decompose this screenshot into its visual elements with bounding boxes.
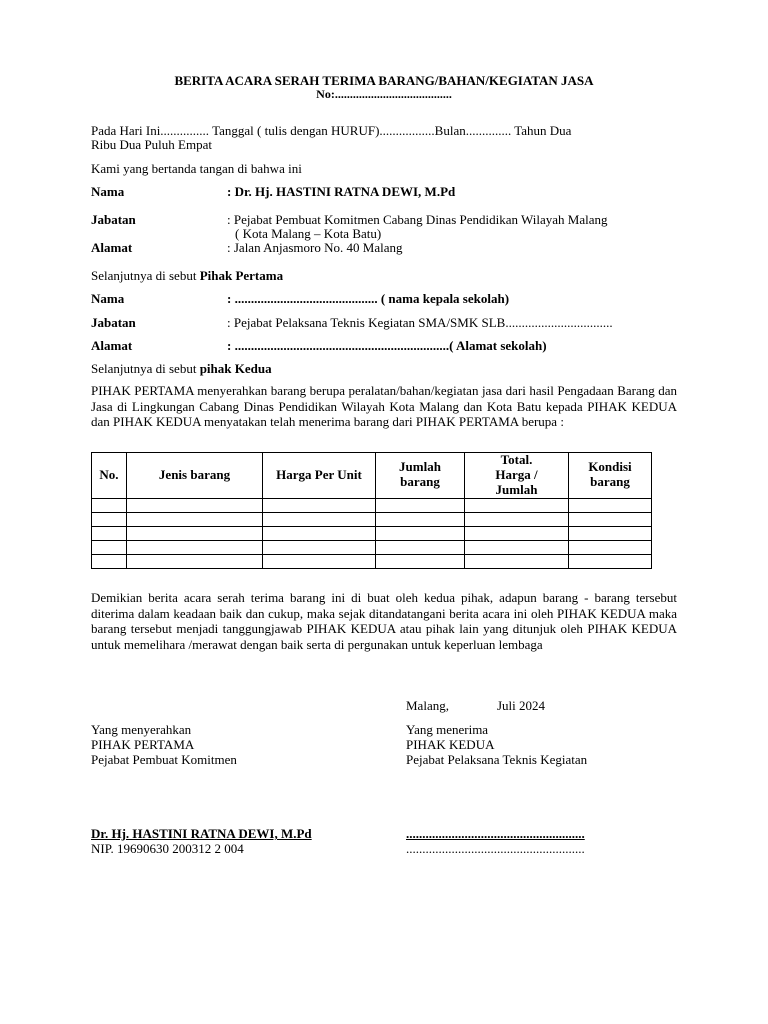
table-row xyxy=(92,512,652,526)
designation-prefix: Selanjutnya di sebut xyxy=(91,361,200,376)
table-row xyxy=(92,554,652,568)
intro-line-2: Ribu Dua Puluh Empat xyxy=(91,137,212,152)
designation-name: pihak Kedua xyxy=(199,361,272,376)
col-unit-price: Harga Per Unit xyxy=(263,453,376,499)
left-signatory-nip: NIP. 19690630 200312 2 004 xyxy=(91,841,244,856)
first-party-address-label: Alamat xyxy=(91,240,133,255)
col-item: Jenis barang xyxy=(127,453,263,499)
second-party-position-label: Jabatan xyxy=(91,315,136,330)
right-sign-line-1: Yang menerima xyxy=(406,722,489,737)
right-signatory-nip: ....................................................... xyxy=(406,841,585,856)
col-condition: Kondisi barang xyxy=(569,453,652,499)
second-party-position-value: : Pejabat Pelaksana Teknis Kegiatan SMA/SMK SLB................................. xyxy=(227,315,613,330)
first-party-position-value: : Pejabat Pembuat Komitmen Cabang Dinas Pendidikan Wilayah Malang xyxy=(227,212,608,227)
items-table xyxy=(91,452,652,569)
first-party-address-value: : Jalan Anjasmoro No. 40 Malang xyxy=(227,240,403,255)
second-party-address-value: : ..................................................................( Alamat sekolah) xyxy=(227,338,547,353)
left-sign-line-3: Pejabat Pembuat Komitmen xyxy=(91,752,237,767)
closing-paragraph: Demikian berita acara serah terima barang ini di buat oleh kedua pihak, adapun barang - barang tersebut diterima dalam keadaan baik dan cukup, maka sejak ditandatangani berita acara ini oleh PIHAK KEDUA maka barang tersebut menjadi tanggungjawab PIHAK KEDUA atau pihak lain yang ditunjuk oleh PIHAK KEDUA untuk memelihara /merawat dengan baik serta di pergunakan untuk keperluan lembaga xyxy=(91,590,677,652)
second-party-address-label: Alamat xyxy=(91,338,133,353)
handover-paragraph: PIHAK PERTAMA menyerahkan barang berupa peralatan/bahan/kegiatan jasa dari hasil Pengadaan Barang dan Jasa di Lingkungan Cabang Dinas Pendidikan Wilayah Kota Malang dan Kota Batu kepada PIHAK KEDUA dan PIHAK KEDUA menyatakan telah menerima barang dari PIHAK PERTAMA berupa : xyxy=(91,383,677,430)
document-title: BERITA ACARA SERAH TERIMA BARANG/BAHAN/KEGIATAN JASA xyxy=(174,73,594,88)
undersigned-text: Kami yang bertanda tangan di bahwa ini xyxy=(91,161,302,176)
intro-line-1: Pada Hari Ini............... Tanggal ( tulis dengan HURUF).................Bulan.............. Tahun Dua xyxy=(91,123,572,138)
designation-name: Pihak Pertama xyxy=(199,268,284,283)
col-no: No. xyxy=(92,453,127,499)
table-row xyxy=(92,540,652,554)
left-sign-line-1: Yang menyerahkan xyxy=(91,722,192,737)
table-header-row xyxy=(92,453,652,499)
right-signatory-name: ....................................................... xyxy=(406,826,585,841)
col-quantity: Jumlah barang xyxy=(376,453,465,499)
second-party-designation xyxy=(91,361,272,377)
table-row xyxy=(92,526,652,540)
left-sign-line-2: PIHAK PERTAMA xyxy=(91,737,195,752)
designation-prefix: Selanjutnya di sebut xyxy=(91,268,200,283)
right-sign-line-2: PIHAK KEDUA xyxy=(406,737,495,752)
first-party-name-label: Nama xyxy=(91,184,125,199)
first-party-name-value: : Dr. Hj. HASTINI RATNA DEWI, M.Pd xyxy=(227,184,456,199)
first-party-designation xyxy=(91,268,283,284)
left-signatory-name: Dr. Hj. HASTINI RATNA DEWI, M.Pd xyxy=(91,826,312,841)
first-party-position-label: Jabatan xyxy=(91,212,136,227)
table-row xyxy=(92,498,652,512)
right-sign-line-3: Pejabat Pelaksana Teknis Kegiatan xyxy=(406,752,588,767)
document-number: No:....................................... xyxy=(316,87,452,101)
signature-date: Juli 2024 xyxy=(497,698,546,713)
first-party-position-value-cont: ( Kota Malang – Kota Batu) xyxy=(235,226,382,241)
signature-place: Malang, xyxy=(406,698,449,713)
col-total: Total. Harga / Jumlah xyxy=(465,453,569,499)
second-party-name-label: Nama xyxy=(91,291,125,306)
second-party-name-value: : ............................................ ( nama kepala sekolah) xyxy=(227,291,510,306)
